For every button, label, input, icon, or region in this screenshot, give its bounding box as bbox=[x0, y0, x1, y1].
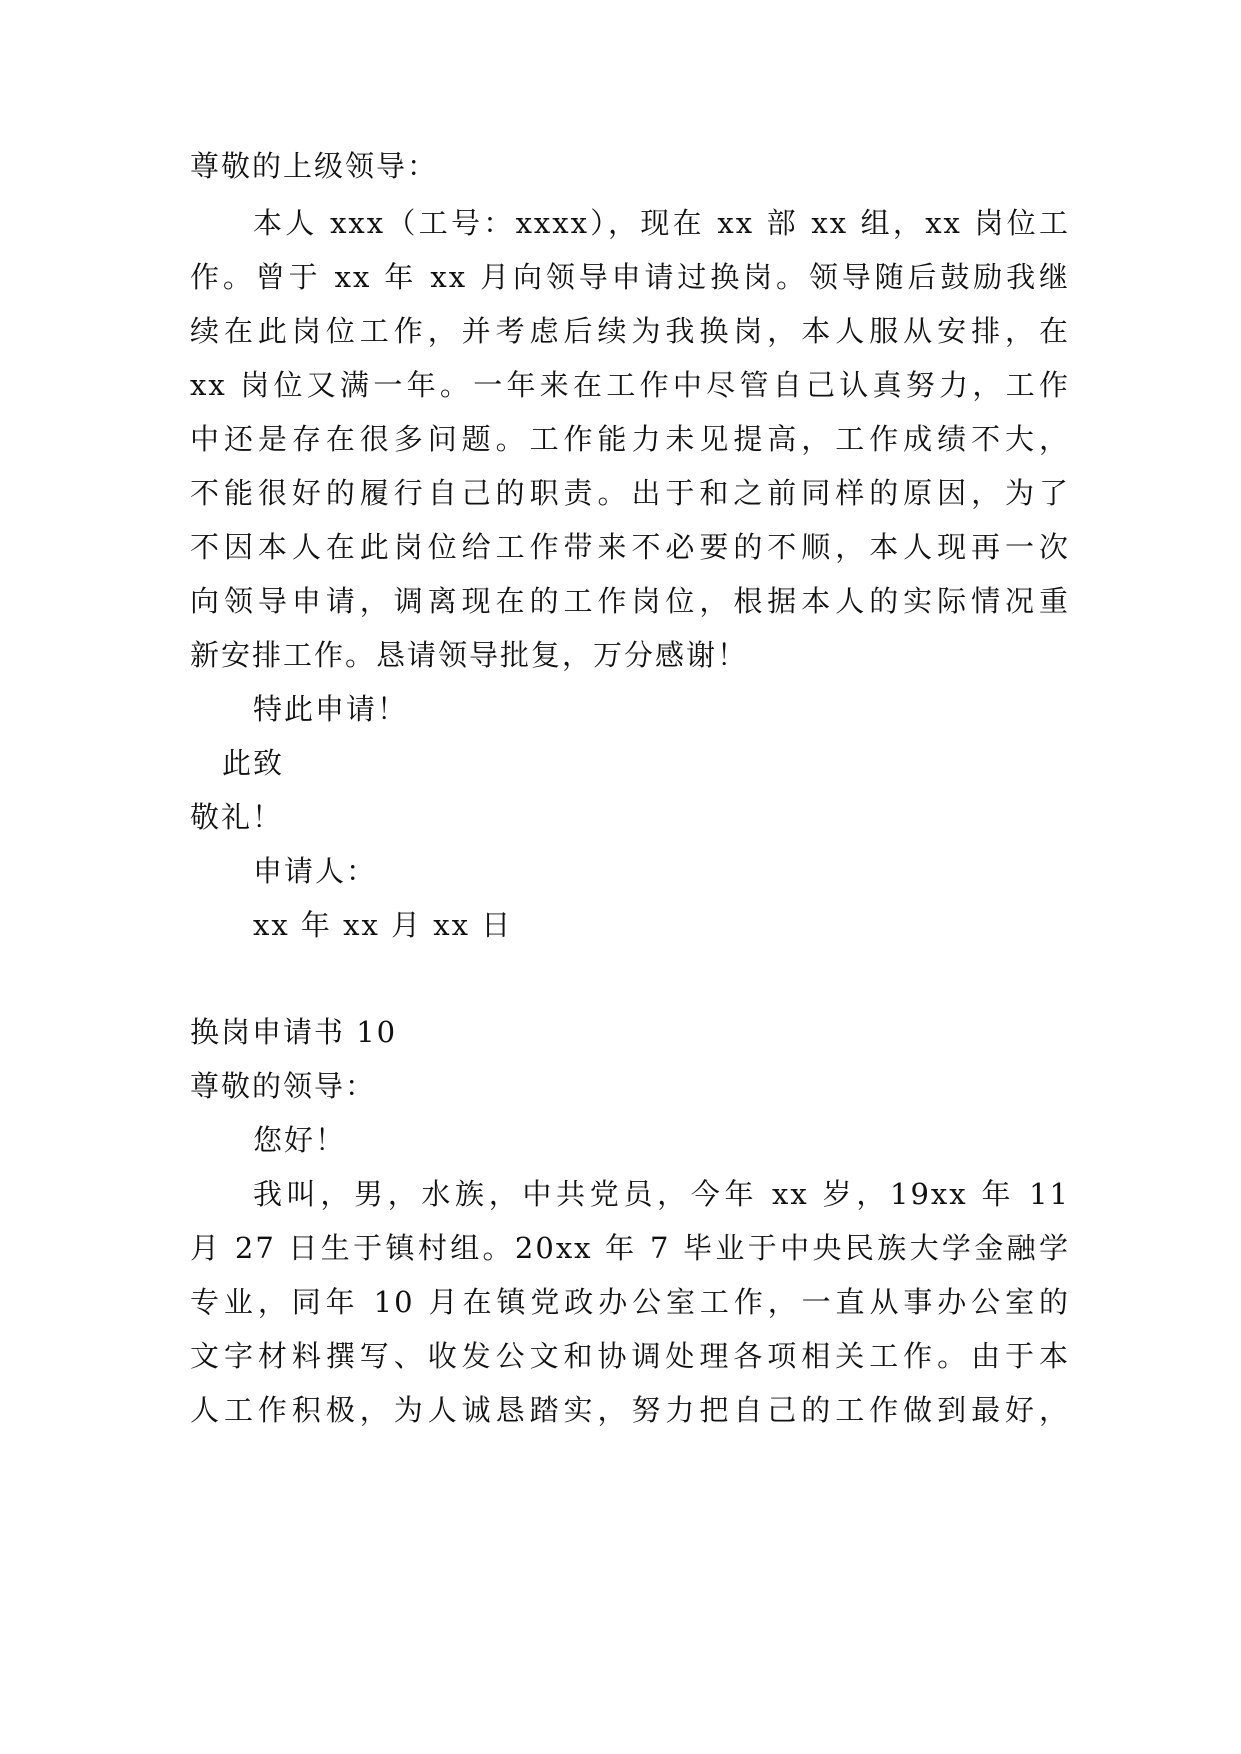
signature-label: 申请人： bbox=[253, 854, 378, 888]
closing-line: 敬礼！ bbox=[190, 800, 284, 834]
body-line: 续在此岗位工作，并考虑后续为我换岗，本人服从安排，在 bbox=[190, 314, 1070, 348]
salutation-line: 尊敬的领导： bbox=[190, 1069, 377, 1103]
date-line: xx 年 xx 月 xx 日 bbox=[253, 908, 513, 942]
salutation-line: 尊敬的上级领导： bbox=[190, 149, 439, 183]
body-line: 我叫，男，水族，中共党员，今年 xx 岁，19xx 年 11 bbox=[253, 1177, 1070, 1211]
body-line: 不能很好的履行自己的职责。出于和之前同样的原因，为了 bbox=[190, 476, 1070, 510]
closing-line: 特此申请！ bbox=[253, 692, 409, 726]
body-line: 本人 xxx（工号：xxxx），现在 xx 部 xx 组，xx 岗位工 bbox=[253, 206, 1070, 240]
body-line: 作。曾于 xx 年 xx 月向领导申请过换岗。领导随后鼓励我继 bbox=[190, 260, 1070, 294]
closing-line: 此致 bbox=[222, 746, 285, 780]
section-title: 换岗申请书 10 bbox=[190, 1015, 398, 1049]
body-line: 不因本人在此岗位给工作带来不必要的不顺，本人现再一次 bbox=[190, 530, 1070, 564]
body-line: 向领导申请，调离现在的工作岗位，根据本人的实际情况重 bbox=[190, 584, 1070, 618]
greeting-line: 您好！ bbox=[253, 1123, 347, 1157]
body-line: 文字材料撰写、收发公文和协调处理各项相关工作。由于本 bbox=[190, 1339, 1070, 1373]
body-line: 人工作积极，为人诚恳踏实，努力把自己的工作做到最好， bbox=[190, 1393, 1070, 1427]
body-line: 月 27 日生于镇村组。20xx 年 7 毕业于中央民族大学金融学 bbox=[190, 1231, 1070, 1265]
body-line: xx 岗位又满一年。一年来在工作中尽管自己认真努力，工作 bbox=[190, 368, 1070, 402]
body-line: 专业，同年 10 月在镇党政办公室工作，一直从事办公室的 bbox=[190, 1285, 1070, 1319]
body-line: 新安排工作。恳请领导批复，万分感谢！ bbox=[190, 638, 749, 672]
body-line: 中还是存在很多问题。工作能力未见提高，工作成绩不大， bbox=[190, 422, 1070, 456]
